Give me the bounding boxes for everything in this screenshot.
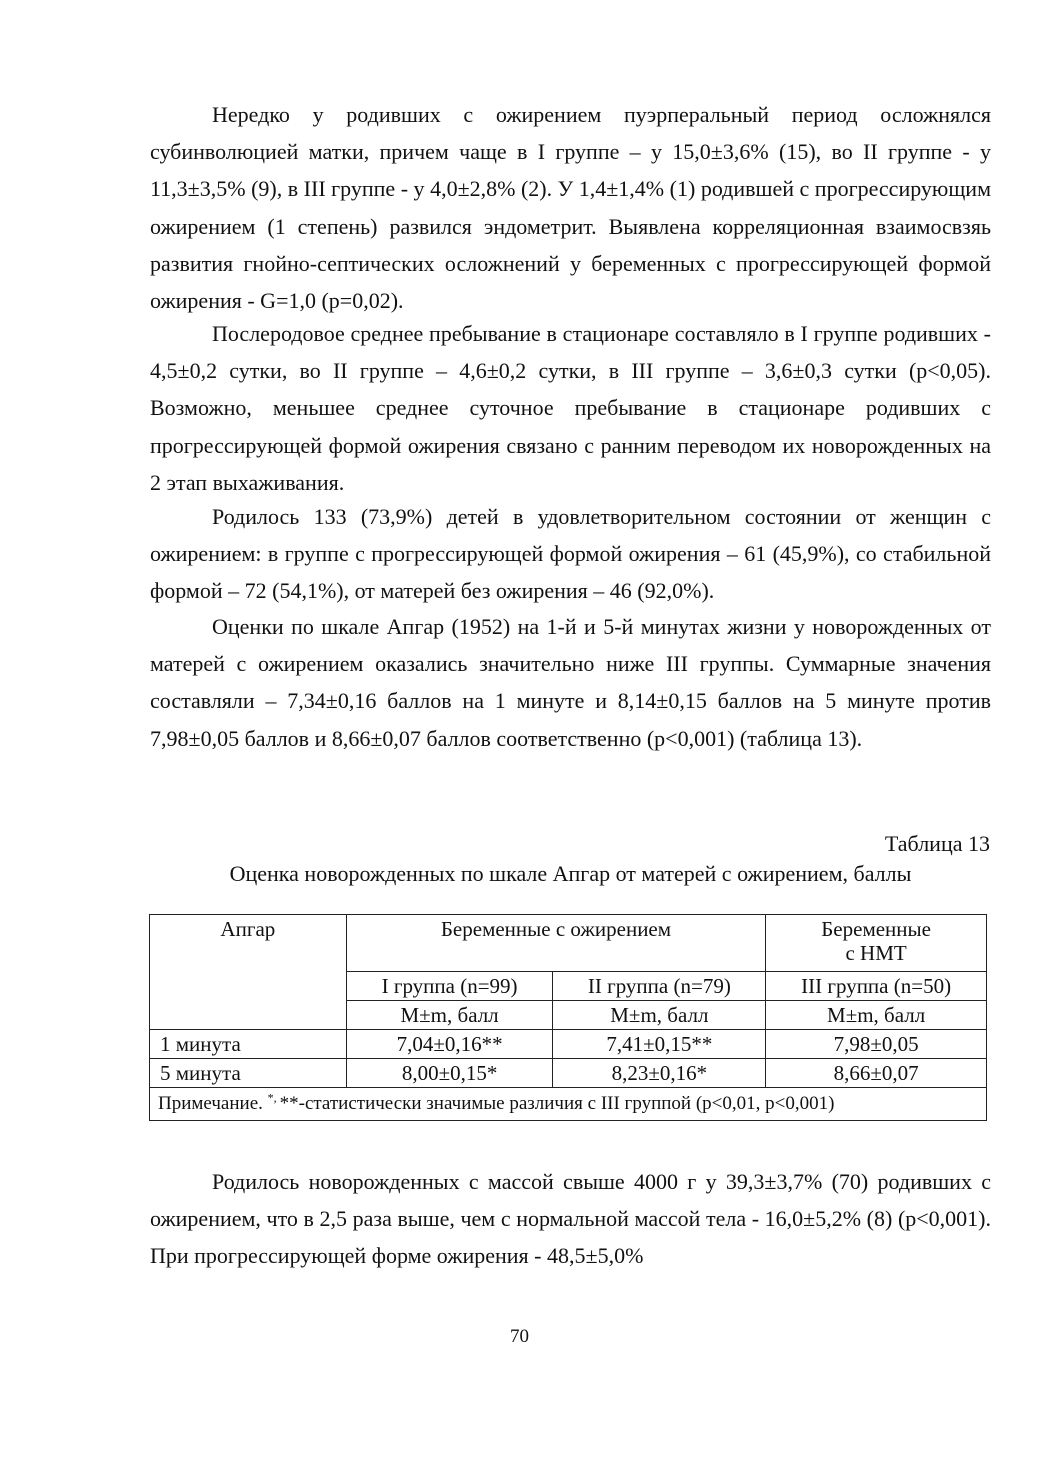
paragraph: Оценки по шкале Апгар (1952) на 1-й и 5-й минутах жизни у новорожденных от матерей с ожирением оказались значительно ниже III группы. Суммарные значения составляли – 7,34±0,16 баллов на 1 минуте и 8,14±0,15 баллов на 5 минуте против 7,98±0,05 баллов и 8,66±0,07 баллов соответственно (p<0,001) (таблица 13). [150, 614, 991, 751]
table-note: Примечание. *, **-статистически значимые различия с III группой (p<0,01, p<0,001) [150, 1088, 987, 1121]
paragraph: Родилось 133 (73,9%) детей в удовлетворительном состоянии от женщин с ожирением: в группе с прогрессирующей формой ожирения – 61 (45,9%), со стабильной формой – 72 (54,1%), от матерей без ожирения – 46 (92,0%). [150, 504, 991, 604]
paragraph: Послеродовое среднее пребывание в стационаре составляло в I группе родивших - 4,5±0,2 сутки, во II группе – 4,6±0,2 сутки, в III группе – 3,6±0,3 сутки (p<0,05). Возможно, меньшее среднее суточное пребывание в стационаре родивших с прогрессирующей формой ожирения связано с ранним переводом их новорожденных на 2 этап выхаживания. [150, 321, 991, 495]
header-unit: M±m, балл [766, 1001, 987, 1030]
header-group-3: III группа (n=50) [766, 972, 987, 1001]
paragraph: Родилось новорожденных с массой свыше 4000 г у 39,3±3,7% (70) родивших с ожирением, что в 2,5 раза выше, чем с нормальной массой тела - 16,0±5,2% (8) (p<0,001). При прогрессирующей форме ожирения - 48,5±5,0% [150, 1169, 991, 1269]
table-label: Таблица 13 [884, 831, 990, 856]
apgar-table [149, 914, 987, 1121]
table-row [150, 1059, 987, 1088]
cell-group-1: 7,04±0,16** [346, 1030, 553, 1059]
table-header-row [150, 915, 987, 972]
header-group-2: II группа (n=79) [553, 972, 766, 1001]
table-title: Оценка новорожденных по шкале Апгар от матерей с ожирением, баллы [229, 861, 912, 886]
row-label: 5 минута [150, 1059, 347, 1088]
cell-group-2: 8,23±0,16* [553, 1059, 766, 1088]
header-apgar: Апгар [150, 915, 347, 1030]
cell-group-2: 7,41±0,15** [553, 1030, 766, 1059]
paragraph: Нередко у родивших с ожирением пуэрперальный период осложнялся субинволюцией матки, причем чаще в I группе – у 15,0±3,6% (15), во II группе - у 11,3±3,5% (9), в III группе - у 4,0±2,8% (2). У 1,4±1,4% (1) родившей с прогрессирующим ожирением (1 степень) развился эндометрит. Выявлена корреляционная взаимосвзяь развития гнойно-септических осложнений у беременных с прогрессирующей формой ожирения - G=1,0 (p=0,02). [150, 102, 991, 314]
header-unit: M±m, балл [346, 1001, 553, 1030]
table-row [150, 1030, 987, 1059]
header-unit: M±m, балл [553, 1001, 766, 1030]
cell-group-3: 8,66±0,07 [766, 1059, 987, 1088]
row-label: 1 минута [150, 1030, 347, 1059]
header-group-obese: Беременные с ожирением [346, 915, 766, 972]
header-group-nmt: Беременные с НМТ [766, 915, 987, 972]
cell-group-3: 7,98±0,05 [766, 1030, 987, 1059]
page-number: 70 [510, 1326, 529, 1347]
header-group-1: I группа (n=99) [346, 972, 553, 1001]
table-note-row [150, 1088, 987, 1121]
cell-group-1: 8,00±0,15* [346, 1059, 553, 1088]
